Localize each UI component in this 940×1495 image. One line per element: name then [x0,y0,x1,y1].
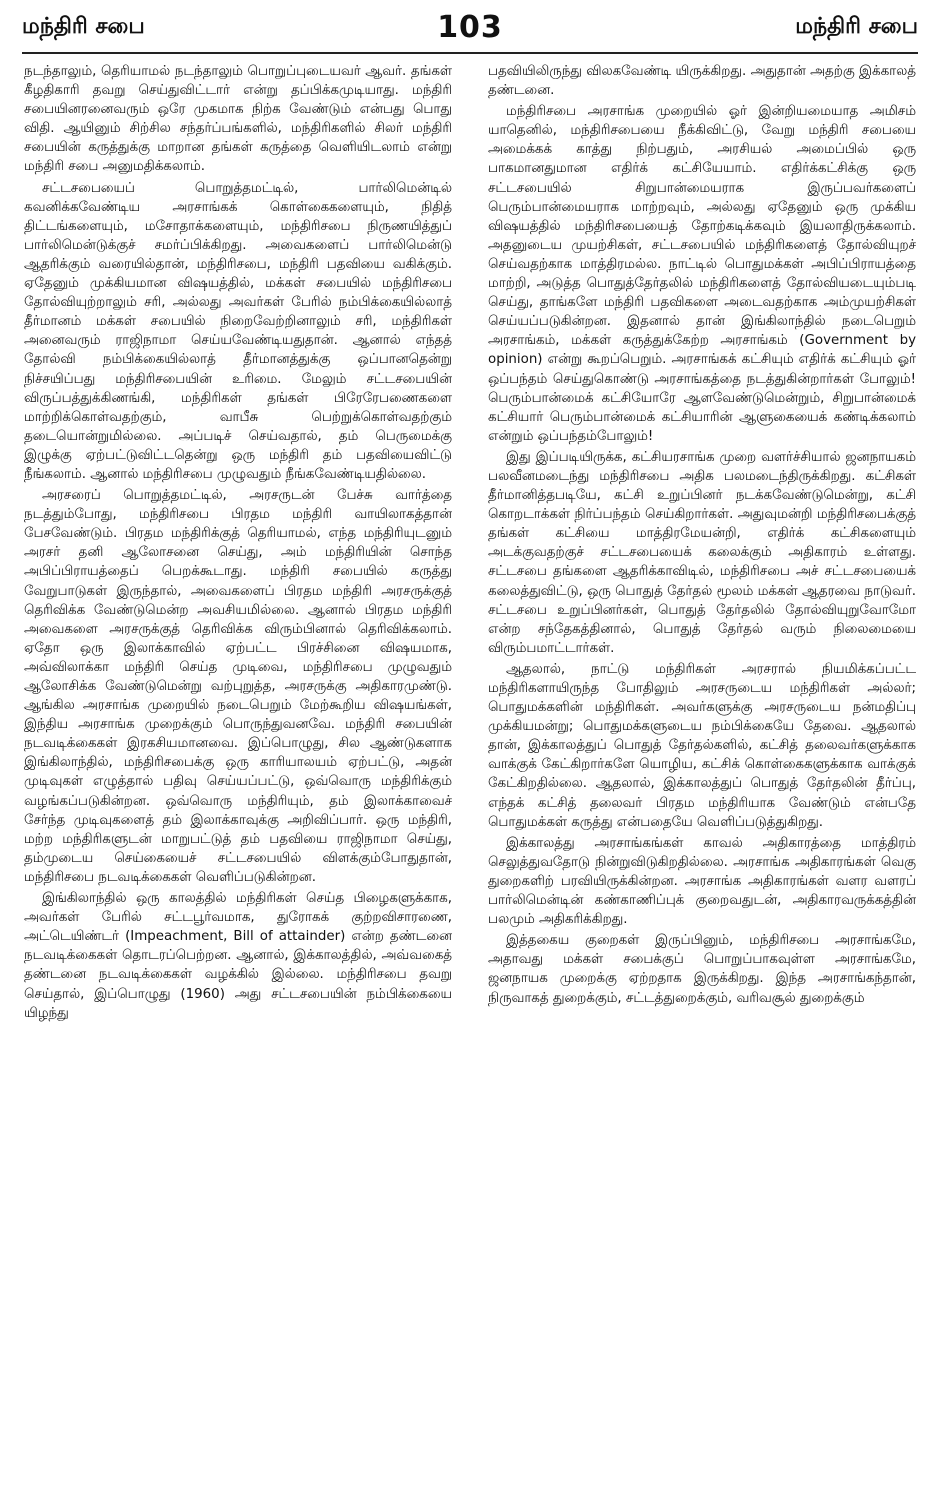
running-head-right: மந்திரி சபை [795,14,918,39]
left-column [24,62,452,1482]
paragraph: அரசரைப் பொறுத்தமட்டில், அரசருடன் பேச்சு வார்த்தை நடத்தும்போது, மந்திரிசபை பிரதம மந்திரி வாயிலாகத்தான் பேசவேண்டும். பிரதம மந்திரிக்குத் தெரியாமல், எந்த மந்திரியுடனும் அரசர் தனி ஆலோசனை செய்து, அம் மந்திரியின் சொந்த அபிப்பிராயத்தைப் பெறக்கூடாது. மந்திரி சபையில் கருத்து வேறுபாடுகள் இருந்தால், அவைகளைப் பிரதம மந்திரி அரசருக்குத் தெரிவிக்க வேண்டுமென்ற அவசியமில்லை. ஆனால் பிரதம மந்திரி அவைகளை அரசருக்குத் தெரிவிக்க விரும்பினால் தெரிவிக்கலாம். ஏதோ ஒரு இலாக்காவில் ஏற்பட்ட பிரச்சினை விஷயமாக, அவ்விலாக்கா மந்திரி செய்த முடிவை, மந்திரிசபை முழுவதும் ஆலோசிக்க வேண்டுமென்று வற்புறுத்த, அரசருக்கு அதிகாரமுண்டு. ஆங்கில அரசாங்க முறையில் நடைபெறும் மேற்கூறிய விஷயங்கள், இந்திய அரசாங்க முறைக்கும் பொருந்துவனவே. மந்திரி சபையின் நடவடிக்கைகள் இரகசியமானவை. இப்பொழுது, சில ஆண்டுகளாக இங்கிலாந்தில், மந்திரிசபைக்கு ஒரு காரியாலயம் ஏற்பட்டு, அதன் முடிவுகள் எழுத்தால் பதிவு செய்யப்பட்டு, ஒவ்வொரு மந்திரிக்கும் வழங்கப்படுகின்றன. ஒவ்வொரு மந்திரியும், தம் இலாக்காவைச் சேர்ந்த முடிவுகளைத் தம் இலாக்காவுக்கு அறிவிப்பார். ஒரு மந்திரி, மற்ற மந்திரிகளுடன் மாறுபட்டுத் தம் பதவியை ராஜிநாமா செய்து, தம்முடைய செய்கையைச் சட்டசபையில் விளக்கும்போதுதான், மந்திரிசபை நடவடிக்கைகள் வெளிப்படுகின்றன. [24,488,452,885]
running-head-left: மந்திரி சபை [22,14,145,39]
paragraph: இக்காலத்து அரசாங்கங்கள் காவல் அதிகாரத்தை மாத்திரம் செலுத்துவதோடு நின்றுவிடுகிறதில்லை. அரசாங்க அதிகாரங்கள் வெகு துறைகளிற் பரவியிருக்கின்றன. அரசாங்க அதிகாரங்கள் வளர வளரப் பார்லிமென்டின் கண்காணிப்புக் குறைவதுடன், அதிகாரவருக்கத்தின் பலமும் அதிகரிக்கிறது. [488,835,916,928]
paragraph: பதவியிலிருந்து விலகவேண்டி யிருக்கிறது. அதுதான் அதற்கு இக்காலத் தண்டனை. [488,64,916,99]
paragraph: நடந்தாலும், தெரியாமல் நடந்தாலும் பொறுப்புடையவர் ஆவர். தங்கள் கீழதிகாரி தவறு செய்துவிட்டார் என்று தப்பிக்கமுடியாது. மந்திரி சபையினரனைவரும் ஒரே முகமாக நிற்க வேண்டும் என்பது பொது விதி. ஆயினும் சிற்சில சந்தர்ப்பங்களில், மந்திரிகளில் சிலர் மந்திரி சபையின் கருத்துக்கு மாறான தங்கள் கருத்தை வெளியிடலாம் என்று மந்திரி சபை அனுமதிக்கலாம். [24,64,452,175]
page-header [22,10,918,54]
paragraph: சட்டசபையைப் பொறுத்தமட்டில், பார்லிமென்டில் கவனிக்கவேண்டிய அரசாங்கக் கொள்கைகளையும், நிதித் திட்டங்களையும், மசோதாக்களையும், மந்திரிசபை நிருணயித்துப் பார்லிமென்டுக்குச் சமர்ப்பிக்கிறது. அவைகளைப் பார்லிமென்டு ஆதரிக்கும் வரையில்தான், மந்திரிசபை, மந்திரி பதவியை வகிக்கும். ஏதேனும் முக்கியமான விஷயத்தில், மக்கள் சபையில் மந்திரிசபை தோல்வியுற்றாலும் சரி, அல்லது அவர்கள் பேரில் நம்பிக்கையில்லாத் தீர்மானம் மக்கள் சபையில் நிறைவேற்றினாலும் சரி, மந்திரிகள் அனைவரும் ராஜிநாமா செய்யவேண்டியதுதான். ஆனால் எந்தத் தோல்வி நம்பிக்கையில்லாத் தீர்மானத்துக்கு ஒப்பானதென்று நிச்சயிப்பது மந்திரிசபையின் உரிமை. மேலும் சட்டசபையின் விருப்பத்துக்கிணங்கி, மந்திரிகள் தங்கள் பிரேரேபணைகளை மாற்றிக்கொள்வதற்கும், வாபீசு பெற்றுக்கொள்வதற்கும் தடையொன்றுமில்லை. அப்படிச் செய்வதால், தம் பெருமைக்கு இழுக்கு ஏற்பட்டுவிட்டதென்று ஒரு மந்திரி தம் பதவியைவிட்டு நீங்கலாம். ஆனால் மந்திரிசபை முழுவதும் நீங்கவேண்டியதில்லை. [24,180,452,482]
page-number: 103 [437,10,503,45]
body-text [24,62,916,1482]
right-column [488,62,916,1482]
paragraph: இது இப்படியிருக்க, கட்சியரசாங்க முறை வளர்ச்சியால் ஜனநாயகம் பலவீனமடைந்து மந்திரிசபை அதிக பலமடைந்திருக்கிறது. கட்சிகள் தீர்மானித்தபடியே, கட்சி உறுப்பினர் நடக்கவேண்டுமென்று, கட்சி கொறடாக்கள் நிர்ப்பந்தம் செய்கிறார்கள். அதுவுமன்றி மந்திரிசபைக்குத் தங்கள் கட்சியை மாத்திரமேயன்றி, எதிர்க் கட்சிகளையும் அடக்குவதற்குச் சட்டசபையைக் கலைக்கும் அதிகாரம் உள்ளது. சட்டசபை தங்களை ஆதரிக்காவிடில், மந்திரிசபை அச் சட்டசபையைக் கலைத்துவிட்டு, ஒரு பொதுத் தேர்தல் மூலம் மக்கள் ஆதரவை நாடுவர். சட்டசபை உறுப்பினர்கள், பொதுத் தேர்தலில் தோல்வியுறுவோமோ என்ற சந்தேகத்தினால், பொதுத் தேர்தல் வரும் நிலைமையை விரும்பமாட்டார்கள். [488,449,916,656]
paragraph: இத்தகைய குறைகள் இருப்பினும், மந்திரிசபை அரசாங்கமே, அதாவது மக்கள் சபைக்குப் பொறுப்பாகவுள்ள அரசாங்கமே, ஜனநாயக முறைக்கு ஏற்றதாக இருக்கிறது. இந்த அரசாங்கந்தான், நிருவாகத் துறைக்கும், சட்டத்துறைக்கும், வரிவசூல் துறைக்கும் [488,933,916,1006]
paragraph: ஆதலால், நாட்டு மந்திரிகள் அரசரால் நியமிக்கப்பட்ட மந்திரிகளாயிருந்த போதிலும் அரசருடைய மந்திரிகள் அல்லர்; பொதுமக்களின் மந்திரிகள். அவர்களுக்கு அரசருடைய நன்மதிப்பு முக்கியமன்று; பொதுமக்களுடைய நம்பிக்கையே தேவை. ஆதலால் தான், இக்காலத்துப் பொதுத் தேர்தல்களில், கட்சித் தலைவர்களுக்காக வாக்குக் கேட்கிறார்களே யொழிய, கட்சிக் கொள்கைகளுக்காக வாக்குக் கேட்கிறதில்லை. ஆதலால், இக்காலத்துப் பொதுத் தேர்தலின் தீர்ப்பு, எந்தக் கட்சித் தலைவர் பிரதம மந்திரியாக வேண்டும் என்பதே பொதுமக்கள் கருத்து என்பதையே வெளிப்படுத்துகிறது. [488,661,916,830]
header-divider [22,52,918,54]
paragraph: இங்கிலாந்தில் ஒரு காலத்தில் மந்திரிகள் செய்த பிழைகளுக்காக, அவர்கள் பேரில் சட்டபூர்வமாக, துரோகக் குற்றவிசாரணை, அட்டெயிண்டர் (Impeachment, Bill of attainder) என்ற தண்டனை நடவடிக்கைகள் தொடரப்பெற்றன. ஆனால், இக்காலத்தில், அவ்வகைத் தண்டனை நடவடிக்கைகள் வழக்கில் இல்லை. மந்திரிசபை தவறு செய்தால், இப்பொழுது (1960) அது சட்டசபையின் நம்பிக்கையை யிழந்து [24,891,452,1021]
paragraph: மந்திரிசபை அரசாங்க முறையில் ஓர் இன்றியமையாத அமிசம் யாதெனில், மந்திரிசபையை நீக்கிவிட்டு, வேறு மந்திரி சபையை அமைக்கக் காத்து நிற்பதும், அரசியல் அமைப்பில் ஒரு பாகமானதுமான எதிர்க் கட்சியேயாம். எதிர்க்கட்சிக்கு ஒரு சட்டசபையில் சிறுபான்மையராக இருப்பவர்களைப் பெரும்பான்மையராக மாற்றவும், அல்லது ஏதேனும் ஒரு முக்கிய விஷயத்தில் மந்திரிசபையைத் தோற்கடிக்கவும் இயலாதிருக்கலாம். அதனுடைய முயற்சிகள், சட்டசபையில் மந்திரிகளைத் தோல்வியுறச் செய்வதற்காக மாத்திரமல்ல. நாட்டில் பொதுமக்கள் அபிப்பிராயத்தை மாற்றி, அடுத்த பொதுத்தேர்தலில் மந்திரிகளைத் தோல்வியடையும்படி செய்து, தாங்களே மந்திரி பதவிகளை அடைவதற்காக அம்முயற்சிகள் செய்யப்படுகின்றன. இதனால் தான் இங்கிலாந்தில் நடைபெறும் அரசாங்கம், மக்கள் கருத்துக்கேற்ற அரசாங்கம் (Government by opinion) என்று கூறப்பெறும். அரசாங்கக் கட்சியும் எதிர்க் கட்சியும் ஓர் ஒப்பந்தம் செய்துகொண்டு அரசாங்கத்தை நடத்துகின்றார்கள் போலும்! பெரும்பான்மைக் கட்சியோரே ஆளவேண்டுமென்றும், சிறுபான்மைக் கட்சியார் பெரும்பான்மைக் கட்சியாரின் ஆளுகையைக் கண்டிக்கலாம் என்றும் ஒப்பந்தம்போலும்! [488,104,916,444]
